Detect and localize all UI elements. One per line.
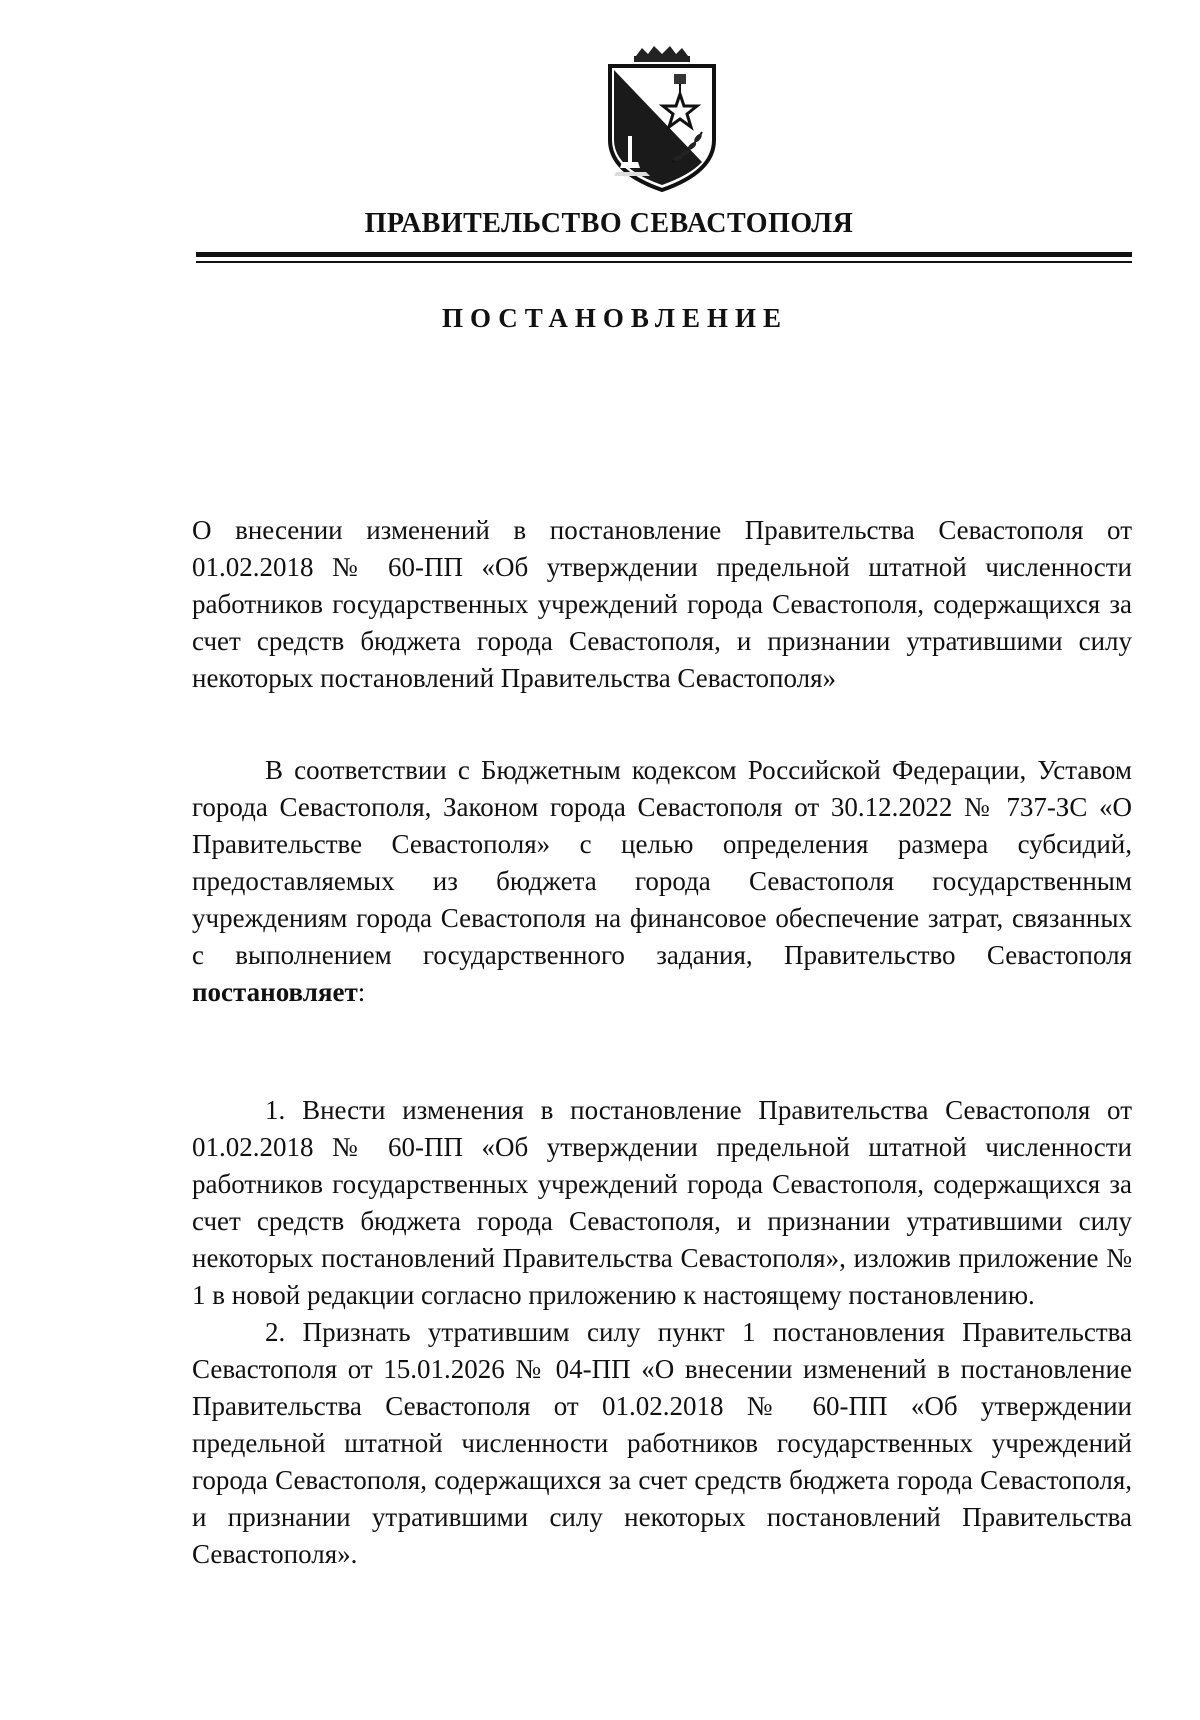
resolution-items [192,1092,1132,1573]
subject-text: О внесении изменений в постановление Правительства Севастополя от 01.02.2018 № 60-ПП «Об утверждении предельной штатной численности работников государственных учреждений города Севастополя, содержащихся за счет средств бюджета города Севастополя, и признании утратившими силу некоторых постановлений Правительства Севастополя» [192,515,1132,693]
decision-word: постановляет [192,977,358,1007]
header-rule-thick [196,252,1132,257]
coat-of-arms-icon [602,44,722,194]
decision-colon: : [357,977,366,1007]
document-type-title: ПОСТАНОВЛЕНИЕ [441,303,789,333]
document-subject [192,512,1132,697]
preamble-paragraph [192,752,1132,1011]
resolution-item: 1. Внести изменения в постановление Правительства Севастополя от 01.02.2018 № 60-ПП «Об утверждении предельной штатной численности работников государственных учреждений города Севастополя, содержащихся за счет средств бюджета города Севастополя, и признании утратившими силу некоторых постановлений Правительства Севастополя», изложив приложение № 1 в новой редакции согласно приложению к настоящему постановлению. [192,1095,1132,1310]
resolution-item: 2. Признать утратившим силу пункт 1 постановления Правительства Севастополя от 15.01.2026 № 04-ПП «О внесении изменений в постановление Правительства Севастополя от 01.02.2018 № 60-ПП «Об утверждении предельной штатной численности работников государственных учреждений города Севастополя, содержащихся за счет средств бюджета города Севастополя, и признании утратившими силу некоторых постановлений Правительства Севастополя». [192,1317,1132,1569]
preamble-body: В соответствии с Бюджетным кодексом Российской Федерации, Уставом города Севастополя, Законом города Севастополя от 30.12.2022 № 737-ЗС «О Правительстве Севастополя» с целью определения размера субсидий, предоставляемых из бюджета города Севастополя государственным учреждениям города Севастополя на финансовое обеспечение затрат, связанных с выполнением государственного задания, Правительство Севастополя [192,755,1132,970]
header-rule-thin [196,261,1132,263]
preamble-text [192,752,1132,1011]
organization-name: ПРАВИТЕЛЬСТВО СЕВАСТОПОЛЯ [364,208,854,239]
